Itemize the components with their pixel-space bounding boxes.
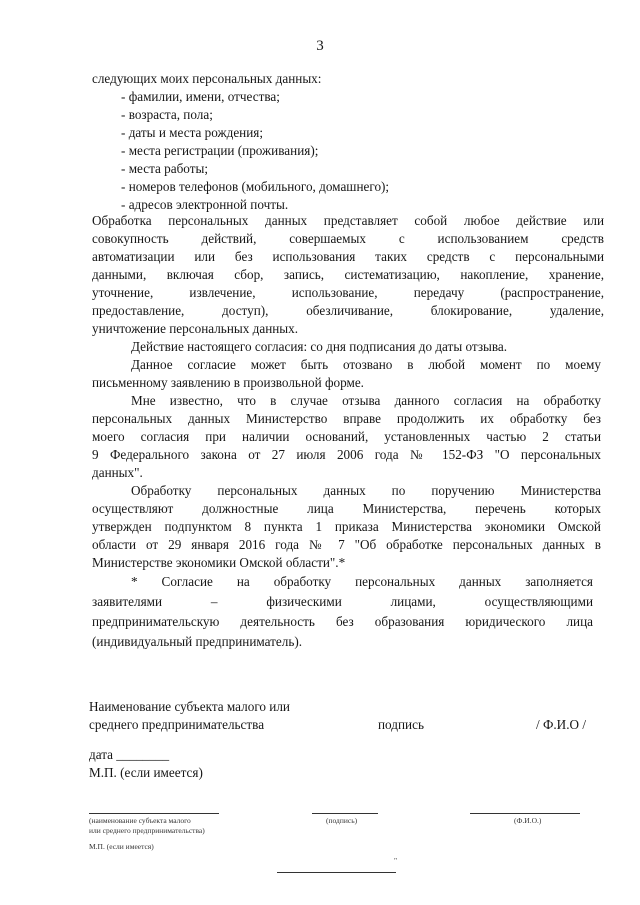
small-fio-label: (Ф.И.О.): [514, 816, 542, 825]
footnote-line: заявителями – физическими лицами, осуществляющими: [92, 594, 593, 609]
fio-underline: [470, 813, 580, 814]
stamp-label: М.П. (если имеется): [89, 765, 203, 780]
aware-line: данных".: [92, 465, 143, 480]
aware-line: моего согласия при наличии оснований, установленных частью 2 статьи: [92, 429, 601, 444]
small-stamp-label: М.П. (если имеется): [89, 842, 154, 851]
footnote-line: * Согласие на обработку персональных данных заполняется: [131, 574, 593, 589]
processing-line: данными, включая сбор, запись, систематизацию, накопление, хранение,: [92, 267, 604, 282]
signature-subject-label: среднего предпринимательства: [89, 717, 265, 732]
processing-line: предоставление, доступ), обезличивание, блокирование, удаление,: [92, 303, 604, 318]
processing-line: уточнение, извлечение, использование, передачу (распространение,: [92, 285, 604, 300]
data-item: - даты и места рождения;: [121, 125, 264, 140]
processing-line: уничтожение персональных данных.: [92, 321, 299, 336]
footnote-line: (индивидуальный предприниматель).: [92, 634, 303, 649]
small-subject-label: или среднего предпринимательства): [89, 826, 205, 835]
revoke-line: Данное согласие может быть отозвано в любой момент по моему: [131, 357, 601, 372]
data-item: - адресов электронной почты.: [121, 197, 289, 212]
aware-line: персональных данных Министерство вправе продолжить их обработку без: [92, 411, 601, 426]
signature-sign-label: подпись: [378, 717, 424, 732]
data-item: - номеров телефонов (мобильного, домашнего);: [121, 179, 390, 194]
signature-fio-label: / Ф.И.О /: [536, 717, 586, 732]
officials-line: области от 29 января 2016 года № 7 "Об обработке персональных данных в: [92, 537, 601, 552]
data-item: - фамилии, имени, отчества;: [121, 89, 280, 104]
bottom-rule: [277, 872, 396, 873]
subject-underline: [89, 813, 219, 814]
officials-line: Министерстве экономики Омской области".*: [92, 555, 346, 570]
small-subject-label: (наименование субъекта малого: [89, 816, 191, 825]
signature-subject-label: Наименование субъекта малого или: [89, 699, 290, 714]
officials-line: осуществляют должностные лица Министерства, перечень которых: [92, 501, 601, 516]
intro-line: следующих моих персональных данных:: [92, 71, 322, 86]
date-field: дата ________: [89, 747, 170, 762]
closing-quote-mark: ": [394, 856, 398, 865]
data-item: - места работы;: [121, 161, 209, 176]
aware-line: Мне известно, что в случае отзыва данного согласия на обработку: [131, 393, 601, 408]
page-number: 3: [316, 38, 324, 54]
aware-line: 9 Федерального закона от 27 июля 2006 года № 152-ФЗ "О персональных: [92, 447, 601, 462]
processing-line: Обработка персональных данных представляет собой любое действие или: [92, 213, 604, 228]
officials-line: Обработку персональных данных по поручению Министерства: [131, 483, 601, 498]
small-sign-label: (подпись): [326, 816, 358, 825]
processing-line: совокупность действий, совершаемых с использованием средств: [92, 231, 604, 246]
processing-line: автоматизации или без использования таких средств с персональными: [92, 249, 604, 264]
officials-line: утвержден подпунктом 8 пункта 1 приказа Министерства экономики Омской: [92, 519, 601, 534]
revoke-line: письменному заявлению в произвольной форме.: [92, 375, 364, 390]
sign-underline: [312, 813, 378, 814]
data-item: - возраста, пола;: [121, 107, 213, 122]
data-item: - места регистрации (проживания);: [121, 143, 319, 158]
validity-line: Действие настоящего согласия: со дня подписания до даты отзыва.: [131, 339, 508, 354]
footnote-line: предпринимательскую деятельность без образования юридического лица: [92, 614, 593, 629]
